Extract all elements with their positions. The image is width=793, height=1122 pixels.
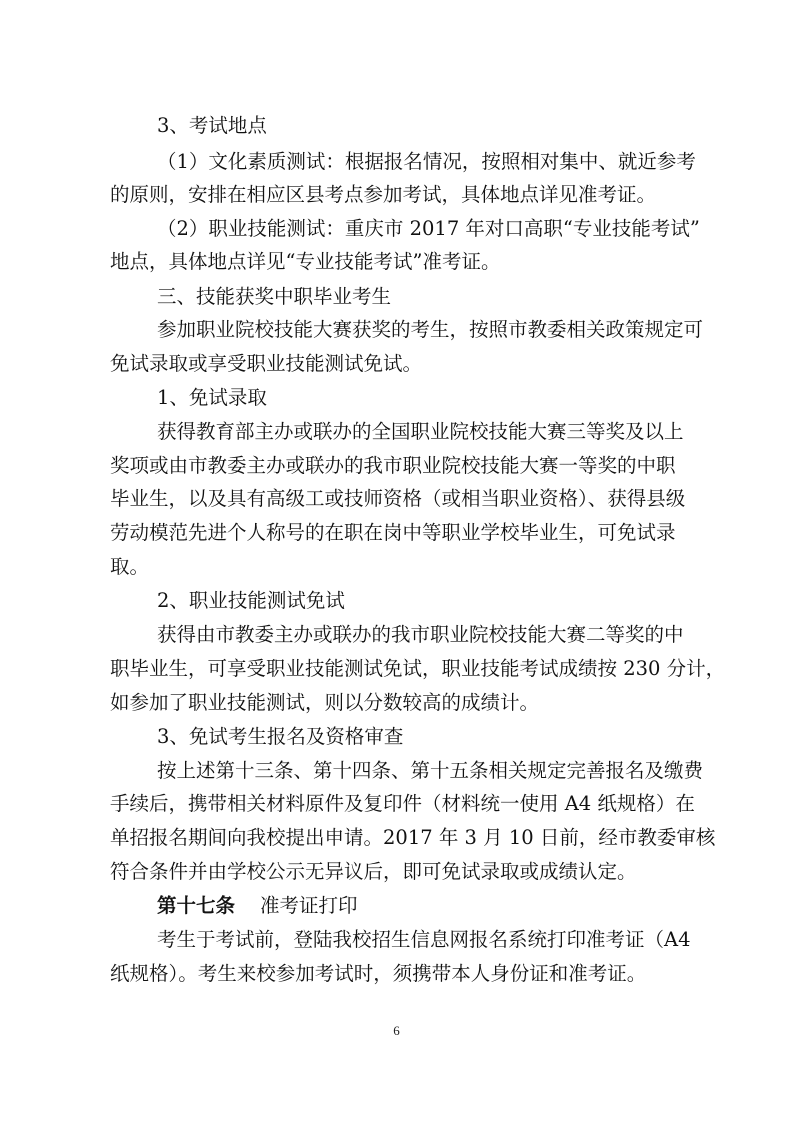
paragraph-line: （2）职业技能测试：重庆市 2017 年对口高职“专业技能考试”	[157, 217, 700, 240]
paragraph-line: 获得由市教委主办或联办的我市职业院校技能大赛二等奖的中	[157, 623, 684, 646]
paragraph-line: 单招报名期间向我校提出申请。2017 年 3 月 10 日前，经市教委审核	[110, 826, 716, 849]
paragraph-line: 考生于考试前，登陆我校招生信息网报名系统打印准考证（A4	[157, 928, 691, 951]
section-heading-award-graduates: 三、技能获奖中职毕业考生	[157, 285, 392, 308]
paragraph-line: 职毕业生，可享受职业技能测试免试，职业技能考试成绩按 230 分计，	[110, 657, 726, 680]
paragraph-line: 劳动模范先进个人称号的在职在岗中等职业学校毕业生，可免试录	[110, 521, 676, 544]
subsection-heading-exempt-admission: 1、免试录取	[157, 386, 267, 409]
paragraph-line: 毕业生，以及具有高级工或技师资格（或相当职业资格）、获得县级	[110, 487, 686, 510]
paragraph-line: 免试录取或享受职业技能测试免试。	[110, 352, 423, 375]
paragraph-line: 地点，具体地点详见“专业技能考试”准考证。	[110, 250, 501, 273]
paragraph-line: 获得教育部主办或联办的全国职业院校技能大赛三等奖及以上	[157, 420, 684, 443]
paragraph-line: 按上述第十三条、第十四条、第十五条相关规定完善报名及缴费	[157, 759, 704, 782]
paragraph-line: 奖项或由市教委主办或联办的我市职业院校技能大赛一等奖的中职	[110, 454, 676, 477]
paragraph-line: 符合条件并由学校公示无异议后，即可免试录取或成绩认定。	[110, 860, 637, 883]
paragraph-line: 的原则，安排在相应区县考点参加考试，具体地点详见准考证。	[110, 183, 657, 206]
article-heading-number: 第十七条	[157, 894, 236, 917]
section-heading-exam-location: 3、考试地点	[157, 114, 267, 137]
paragraph-line: 手续后，携带相关材料原件及复印件（材料统一使用 A4 纸规格）在	[110, 792, 695, 815]
page-number: 6	[393, 1023, 400, 1038]
subsection-heading-skill-test-exemption: 2、职业技能测试免试	[157, 589, 345, 612]
paragraph-line: 取。	[110, 555, 150, 578]
paragraph-line: 参加职业院校技能大赛获奖的考生，按照市教委相关政策规定可	[157, 318, 704, 341]
paragraph-line: 如参加了职业技能测试，则以分数较高的成绩计。	[110, 691, 540, 714]
subsection-heading-exempt-registration: 3、免试考生报名及资格审查	[157, 725, 404, 748]
article-heading-title: 准考证打印	[260, 894, 358, 917]
paragraph-line: （1）文化素质测试：根据报名情况，按照相对集中、就近参考	[157, 150, 696, 173]
paragraph-line: 纸规格）。考生来校参加考试时，须携带本人身份证和准考证。	[110, 962, 647, 985]
